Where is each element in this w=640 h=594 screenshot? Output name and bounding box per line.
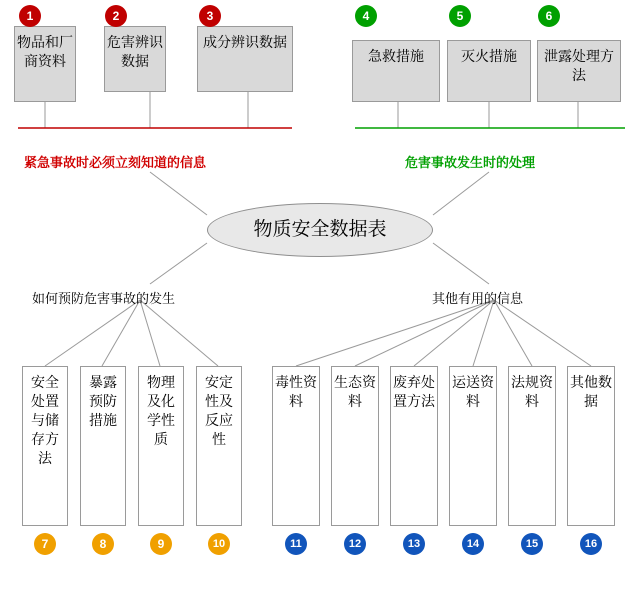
node-box-4[interactable]: 急救措施 [352,40,440,102]
badge-2: 2 [105,5,127,27]
node-box-12[interactable]: 生态资料 [331,366,379,526]
node-box-6[interactable]: 泄露处理方法 [537,40,621,102]
node-box-11[interactable]: 毒性资料 [272,366,320,526]
badge-10: 10 [208,533,230,555]
badge-12: 12 [344,533,366,555]
badge-5: 5 [449,5,471,27]
badge-16: 16 [580,533,602,555]
node-box-3[interactable]: 成分辨识数据 [197,26,293,92]
badge-15: 15 [521,533,543,555]
badge-7: 7 [34,533,56,555]
node-box-14[interactable]: 运送资料 [449,366,497,526]
badge-13: 13 [403,533,425,555]
node-box-15[interactable]: 法规资料 [508,366,556,526]
badge-8: 8 [92,533,114,555]
badge-6: 6 [538,5,560,27]
node-box-9[interactable]: 物理及化学性质 [138,366,184,526]
center-node-title: 物质安全数据表 [207,203,433,257]
node-box-16[interactable]: 其他数据 [567,366,615,526]
node-box-1[interactable]: 物品和厂商资料 [14,26,76,102]
caption-prevention: 如何预防危害事故的发生 [32,291,176,306]
node-box-10[interactable]: 安定性及反应性 [196,366,242,526]
badge-1: 1 [19,5,41,27]
badge-9: 9 [150,533,172,555]
badge-11: 11 [285,533,307,555]
node-box-5[interactable]: 灭火措施 [447,40,531,102]
node-box-13[interactable]: 废弃处置方法 [390,366,438,526]
node-box-7[interactable]: 安全处置与储存方法 [22,366,68,526]
caption-emergency: 紧急事故时必须立刻知道的信息 [24,155,207,170]
node-box-8[interactable]: 暴露预防措施 [80,366,126,526]
node-box-2[interactable]: 危害辨识数据 [104,26,166,92]
caption-hazard-handling: 危害事故发生时的处理 [405,155,536,170]
badge-3: 3 [199,5,221,27]
badge-14: 14 [462,533,484,555]
badge-4: 4 [355,5,377,27]
caption-other-info: 其他有用的信息 [432,291,524,306]
